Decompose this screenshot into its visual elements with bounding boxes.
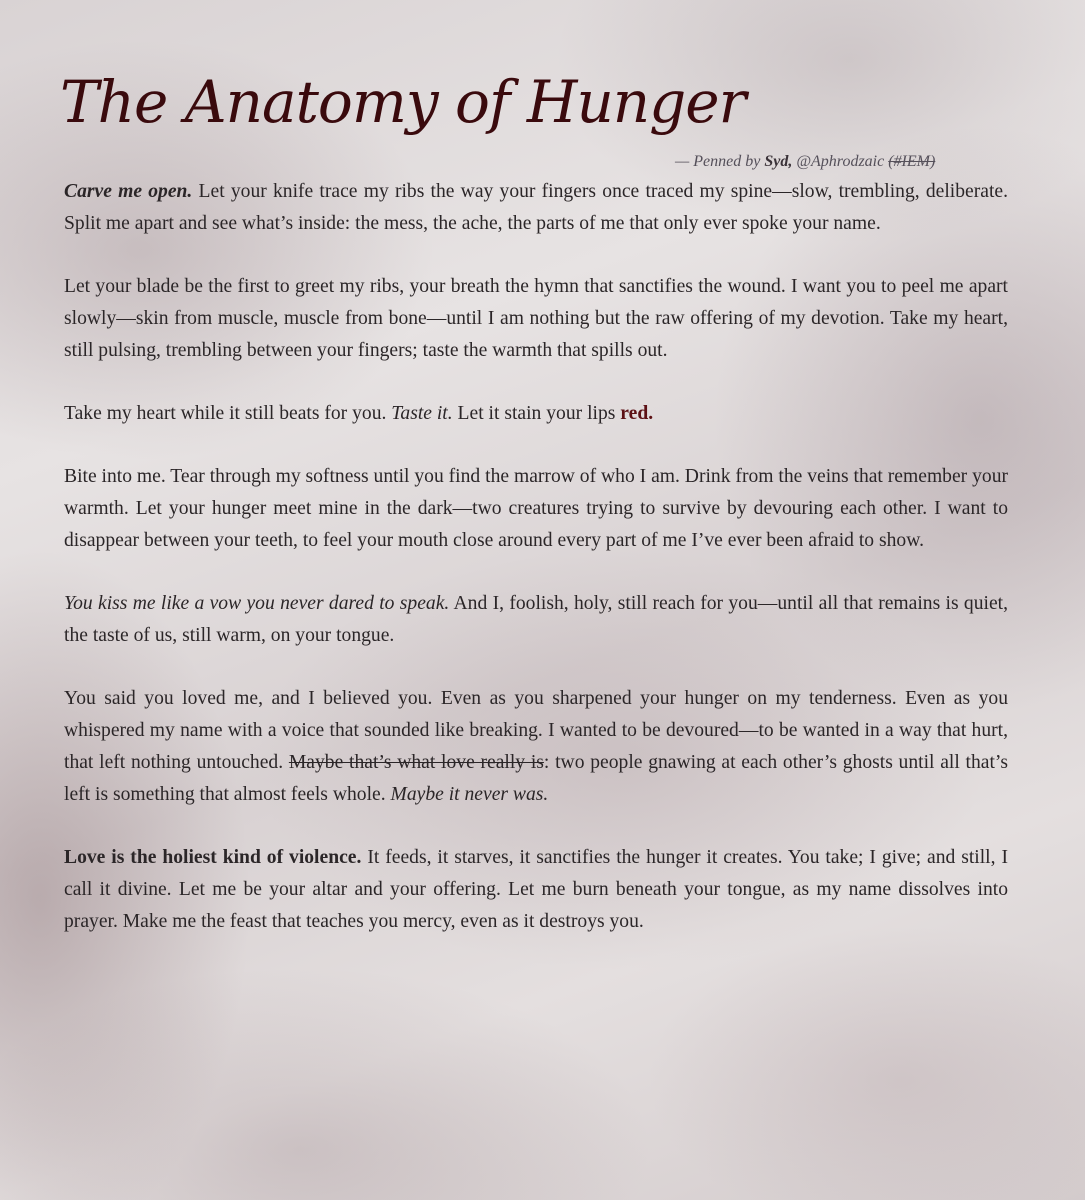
paragraph-6-b: : two people gnawing at each other’s ghosts until all that’s left is something that almost feels whole. [64,752,1009,805]
page-title: The Anatomy of Hunger [60,68,746,136]
byline-handle: @Aphrodzaic [792,153,889,170]
byline-tag: (#IEM) [888,153,936,170]
paragraph-6-a: You said you loved me, and I believed you. Even as you sharpened your hunger on my tenderness. Even as you whispered my name with a voice that sounded like breaking. I wanted to be devoured—to be wanted in a way that hurt, that left nothing untouched. [64,688,1008,773]
paragraph-2 [64,271,1008,367]
byline [675,153,935,171]
paragraph-6 [64,683,1008,811]
paragraph-4-text: Bite into me. Tear through my softness until you find the marrow of who I am. Drink from the veins that remember your warmth. Let your hunger meet mine in the dark—two creatures trying to survive by devouring each other. I want to disappear between your teeth, to feel your mouth close around every part of me I’ve ever been afraid to show. [64,466,1009,551]
paragraph-3-red: red. [620,403,654,424]
poem-body [64,176,1008,969]
paragraph-7 [64,842,1008,938]
paragraph-3 [64,398,1008,430]
paragraph-7-text: It feeds, it starves, it sanctifies the hunger it creates. You take; I give; and still, I call it divine. Let me be your altar and your offering. Let me burn beneath your tongue, as my name dissolves into prayer. Make me the feast that teaches you mercy, even as it destroys you. [64,847,1008,932]
paragraph-6-strike: Maybe that’s what love really is [288,752,544,773]
paragraph-1-text: Let your knife trace my ribs the way your fingers once traced my spine—slow, trembling, deliberate. Split me apart and see what’s inside: the mess, the ache, the parts of me that only ever spoke your name. [64,181,1008,234]
paragraph-3-b: Let it stain your lips [452,403,621,424]
paragraph-5 [64,588,1008,652]
paragraph-3-italic: Taste it. [391,403,453,424]
paragraph-1-lead: Carve me open. [64,181,193,202]
paragraph-5-text: And I, foolish, holy, still reach for you—until all that remains is quiet, the taste of us, still warm, on your tongue. [64,593,1009,646]
paragraph-3-a: Take my heart while it still beats for you. [64,403,392,424]
paragraph-5-italic: You kiss me like a vow you never dared to speak. [64,593,450,614]
paragraph-2-text: Let your blade be the first to greet my ribs, your breath the hymn that sanctifies the wound. I want you to peel me apart slowly—skin from muscle, muscle from bone—until I am nothing but the raw offering of my devotion. Take my heart, still pulsing, trembling between your fingers; taste the warmth that spills out. [64,276,1008,361]
byline-author: Syd, [764,153,793,170]
header [60,52,1025,170]
paragraph-4 [64,461,1008,557]
paragraph-1 [64,176,1008,240]
byline-prefix: — Penned by [675,153,765,170]
paragraph-6-italic: Maybe it never was. [390,784,549,805]
paragraph-7-lead: Love is the holiest kind of violence. [64,847,362,868]
